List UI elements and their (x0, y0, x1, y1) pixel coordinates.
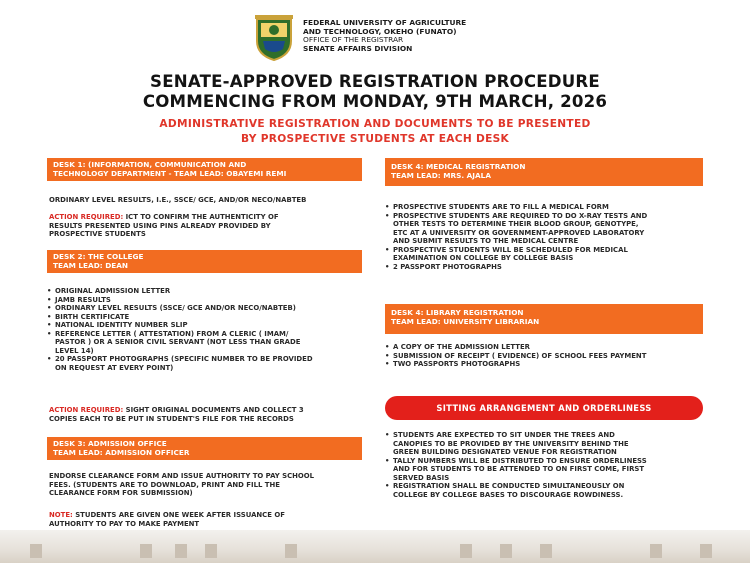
desk1-header (47, 158, 362, 181)
desk1-action (49, 213, 369, 239)
list-item-line: CANOPIES TO BE PROVIDED BY THE UNIVERSITY BEHIND THE (393, 439, 629, 448)
org-name-line1: FEDERAL UNIVERSITY OF AGRICULTURE (303, 18, 467, 27)
desk5-header (385, 304, 703, 334)
building-window (285, 544, 297, 558)
desk2-list (47, 287, 372, 372)
background-building-image (0, 530, 750, 563)
org-name-line2: AND TECHNOLOGY, OKEHO (FUNATO) (303, 26, 457, 36)
building-window (460, 544, 472, 558)
desk1-header-line2: TECHNOLOGY DEPARTMENT - TEAM LEAD: OBAYEMI REMI (53, 168, 287, 178)
sitting-arrangement-banner: SITTING ARRANGEMENT AND ORDERLINESS (385, 396, 703, 420)
sitting-list (385, 431, 715, 499)
division-name: SENATE AFFAIRS DIVISION (303, 43, 413, 53)
list-item-line: • PROSPECTIVE STUDENTS ARE REQUIRED TO DO X-RAY TESTS AND (393, 211, 648, 220)
building-window (540, 544, 552, 558)
sub-title-line2: BY PROSPECTIVE STUDENTS AT EACH DESK (240, 133, 510, 145)
list-item-line: LEVEL 14) (55, 346, 94, 355)
desk4-header (385, 158, 703, 186)
org-name-block (303, 19, 563, 53)
desk2-action-line2: COPIES EACH TO BE PUT IN STUDENT'S FILE FOR THE RECORDS (49, 414, 294, 423)
building-window (650, 544, 662, 558)
list-item: • PROSPECTIVE STUDENTS ARE TO FILL A MEDICAL FORM (385, 203, 715, 212)
desk3-header (47, 437, 362, 460)
list-item-line: ETC AT A UNIVERSITY OR GOVERNMENT-APPROVED LABORATORY (393, 228, 645, 237)
desk5-list (385, 343, 715, 369)
list-item: • SUBMISSION OF RECEIPT ( EVIDENCE) OF SCHOOL FEES PAYMENT (385, 352, 715, 361)
desk3-body (49, 472, 374, 498)
desk1-body: ORDINARY LEVEL RESULTS, I.E., SSCE/ GCE, AND/OR NECO/NABTEB (49, 196, 307, 204)
building-window (175, 544, 187, 558)
list-item: • NATIONAL IDENTITY NUMBER SLIP (47, 321, 372, 330)
desk2-action-label: ACTION REQUIRED: (49, 406, 124, 414)
desk3-body-line2: FEES. (STUDENTS ARE TO DOWNLOAD, PRINT AND FILL THE (49, 480, 280, 489)
list-item-line: AND SUBMIT RESULTS TO THE MEDICAL CENTRE (393, 237, 579, 245)
list-item-line: COLLEGE BY COLLEGE BASES TO DISCOURAGE ROWDINESS. (393, 490, 624, 499)
list-item (385, 457, 715, 483)
desk3-body-line1: ENDORSE CLEARANCE FORM AND ISSUE AUTHORITY TO PAY SCHOOL (49, 472, 315, 480)
desk4-list (385, 203, 715, 271)
list-item-line: • TALLY NUMBERS WILL BE DISTRIBUTED TO ENSURE ORDERLINESS (393, 456, 647, 465)
list-item (47, 330, 372, 356)
list-item-line: • 20 PASSPORT PHOTOGRAPHS (SPECIFIC NUMBER TO BE PROVIDED (55, 355, 313, 363)
list-item (385, 246, 715, 263)
desk4-header-line1: DESK 4: MEDICAL REGISTRATION (391, 162, 526, 171)
desk1-action-line1: ICT TO CONFIRM THE AUTHENTICITY OF (123, 213, 279, 221)
list-item-line: OTHER TESTS TO DETERMINE THEIR BLOOD GROUP, GENOTYPE, (393, 220, 639, 228)
desk3-note-line2: AUTHORITY TO PAY TO MAKE PAYMENT (49, 519, 200, 528)
main-title-line2: COMMENCING FROM MONDAY, 9TH MARCH, 2026 (142, 92, 608, 111)
list-item: • 2 PASSPORT PHOTOGRAPHS (385, 263, 715, 272)
list-item-line: EXAMINATION ON COLLEGE BY COLLEGE BASIS (393, 254, 574, 262)
desk2-header (47, 250, 362, 273)
desk5-header-line2: TEAM LEAD: UNIVERSITY LIBRARIAN (391, 316, 540, 326)
list-item-line: PASTOR ) OR A SENIOR CIVIL SERVANT (NOT LESS THAN GRADE (55, 338, 301, 346)
desk1-action-line2: RESULTS PRESENTED USING PINS ALREADY PROVIDED BY (49, 221, 271, 230)
building-window (30, 544, 42, 558)
desk1-action-label: ACTION REQUIRED: (49, 213, 124, 221)
list-item: • ORDINARY LEVEL RESULTS (SSCE/ GCE AND/OR NECO/NABTEB) (47, 304, 372, 313)
desk2-header-line2: TEAM LEAD: DEAN (53, 260, 129, 270)
sub-title-line1: ADMINISTRATIVE REGISTRATION AND DOCUMENTS TO BE PRESENTED (159, 118, 591, 130)
desk3-note-label: NOTE: (49, 511, 73, 519)
list-item: • TWO PASSPORTS PHOTOGRAPHS (385, 360, 715, 369)
building-window (205, 544, 217, 558)
desk1-header-line1: DESK 1: (INFORMATION, COMMUNICATION AND (53, 160, 247, 169)
list-item-line: AND FOR STUDENTS TO BE ATTENDED TO ON FIRST COME, FIRST (393, 465, 645, 473)
building-window (500, 544, 512, 558)
list-item (385, 482, 715, 499)
main-title-line1: SENATE-APPROVED REGISTRATION PROCEDURE (150, 72, 600, 91)
list-item: • A COPY OF THE ADMISSION LETTER (385, 343, 715, 352)
building-window (700, 544, 712, 558)
list-item-line: SERVED BASIS (393, 473, 450, 482)
desk3-header-line1: DESK 3: ADMISSION OFFICE (53, 439, 167, 448)
desk2-header-line1: DESK 2: THE COLLEGE (53, 252, 144, 261)
list-item: • BIRTH CERTIFICATE (47, 313, 372, 322)
desk5-header-line1: DESK 4: LIBRARY REGISTRATION (391, 308, 524, 317)
desk1-action-line3: PROSPECTIVE STUDENTS (49, 230, 146, 238)
desk3-note-line1: STUDENTS ARE GIVEN ONE WEEK AFTER ISSUANCE OF (72, 511, 285, 519)
office-name: OFFICE OF THE REGISTRAR (303, 35, 404, 45)
list-item: • JAMB RESULTS (47, 296, 372, 305)
desk2-action (49, 406, 374, 423)
list-item: • ORIGINAL ADMISSION LETTER (47, 287, 372, 296)
building-window (140, 544, 152, 558)
desk3-note (49, 511, 374, 528)
list-item (385, 431, 715, 457)
desk3-header-line2: TEAM LEAD: ADMISSION OFFICER (53, 447, 190, 457)
list-item (47, 355, 372, 372)
list-item-line: • PROSPECTIVE STUDENTS WILL BE SCHEDULED FOR MEDICAL (393, 245, 628, 254)
university-crest-icon (253, 15, 295, 61)
list-item-line: • STUDENTS ARE EXPECTED TO SIT UNDER THE TREES AND (393, 431, 615, 439)
list-item-line: GREEN BUILDING DESIGNATED VENUE FOR REGISTRATION (393, 448, 617, 456)
desk3-body-line3: CLEARANCE FORM FOR SUBMISSION) (49, 489, 193, 497)
list-item-line: ON REQUEST AT EVERY POINT) (55, 363, 174, 372)
list-item (385, 212, 715, 246)
desk2-action-line1: SIGHT ORIGINAL DOCUMENTS AND COLLECT 3 (123, 406, 304, 414)
list-item-line: • REGISTRATION SHALL BE CONDUCTED SIMULTANEOUSLY ON (393, 482, 625, 490)
list-item-line: • REFERENCE LETTER ( ATTESTATION) FROM A CLERIC ( IMAM/ (55, 329, 289, 338)
letterhead (253, 15, 553, 65)
desk4-header-line2: TEAM LEAD: MRS. AJALA (391, 170, 491, 180)
